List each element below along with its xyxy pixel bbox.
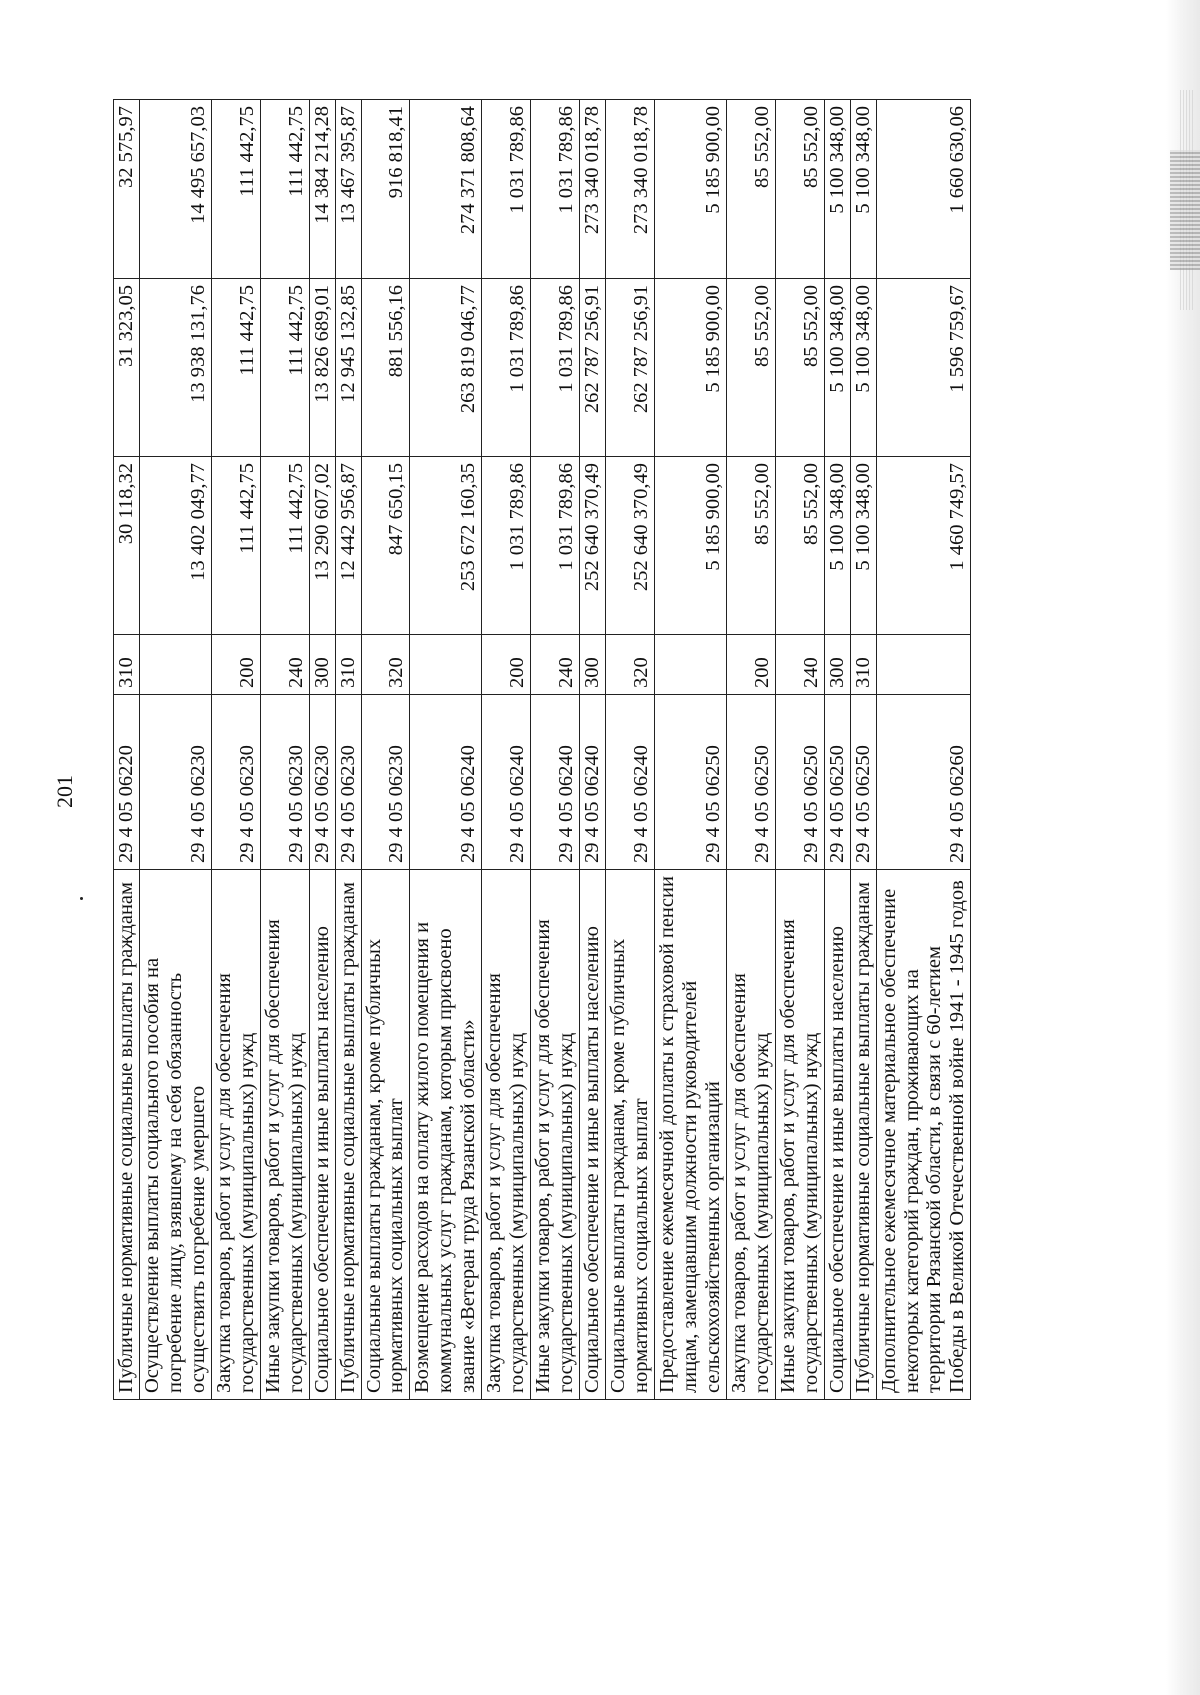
amount-year2-cell: 262 787 256,91 [606, 279, 655, 457]
target-code-cell: 29 4 05 06240 [606, 695, 655, 870]
table-row [482, 100, 531, 1400]
amount-year1-cell: 5 100 348,00 [850, 457, 876, 635]
expense-type-cell: 310 [335, 635, 361, 695]
amount-year1-cell: 5 185 900,00 [654, 457, 726, 635]
amount-year3-cell: 5 100 348,00 [850, 100, 876, 279]
amount-year3-cell: 5 185 900,00 [654, 100, 726, 279]
amount-year3-cell: 32 575,97 [114, 100, 140, 279]
budget-table [113, 99, 971, 1400]
amount-year3-cell: 916 818,41 [361, 100, 410, 279]
target-code-cell: 29 4 05 06240 [482, 695, 531, 870]
target-code-cell: 29 4 05 06250 [775, 695, 824, 870]
expense-type-cell: 200 [211, 635, 260, 695]
amount-year1-cell: 85 552,00 [775, 457, 824, 635]
target-code-cell: 29 4 05 06240 [580, 695, 606, 870]
target-code-cell: 29 4 05 06230 [309, 695, 335, 870]
amount-year1-cell: 13 402 049,77 [139, 457, 211, 635]
amount-year3-cell: 85 552,00 [775, 100, 824, 279]
row-name-cell: Социальное обеспечение и иные выплаты населению [580, 870, 606, 1400]
amount-year2-cell: 111 442,75 [260, 279, 309, 457]
amount-year2-cell: 1 596 759,67 [876, 279, 971, 457]
expense-type-cell: 310 [114, 635, 140, 695]
amount-year2-cell: 1 031 789,86 [482, 279, 531, 457]
table-row [335, 100, 361, 1400]
amount-year1-cell: 252 640 370,49 [606, 457, 655, 635]
table-row [580, 100, 606, 1400]
amount-year2-cell: 13 938 131,76 [139, 279, 211, 457]
table-row [824, 100, 850, 1400]
expense-type-cell [876, 635, 971, 695]
amount-year1-cell: 13 290 607,02 [309, 457, 335, 635]
target-code-cell: 29 4 05 06250 [654, 695, 726, 870]
table-row [410, 100, 482, 1400]
target-code-cell: 29 4 05 06230 [139, 695, 211, 870]
table-row [850, 100, 876, 1400]
table-row [726, 100, 775, 1400]
target-code-cell: 29 4 05 06240 [410, 695, 482, 870]
table-row [139, 100, 211, 1400]
amount-year2-cell: 1 031 789,86 [531, 279, 580, 457]
row-name-cell: Иные закупки товаров, работ и услуг для обеспечения государственных (муниципальных) нужд [531, 870, 580, 1400]
amount-year3-cell: 85 552,00 [726, 100, 775, 279]
amount-year3-cell: 1 031 789,86 [482, 100, 531, 279]
amount-year1-cell: 252 640 370,49 [580, 457, 606, 635]
amount-year2-cell: 31 323,05 [114, 279, 140, 457]
amount-year3-cell: 273 340 018,78 [606, 100, 655, 279]
row-name-cell: Закупка товаров, работ и услуг для обеспечения государственных (муниципальных) нужд [726, 870, 775, 1400]
amount-year1-cell: 1 460 749,57 [876, 457, 971, 635]
rotated-page-content [113, 100, 1113, 1400]
table-row [531, 100, 580, 1400]
row-name-cell: Публичные нормативные социальные выплаты гражданам [335, 870, 361, 1400]
amount-year1-cell: 85 552,00 [726, 457, 775, 635]
target-code-cell: 29 4 05 06220 [114, 695, 140, 870]
expense-type-cell: 300 [309, 635, 335, 695]
row-name-cell: Предоставление ежемесячной доплаты к страховой пенсии лицам, замещавшим должности руководителей сельскохозяйственных организаций [654, 870, 726, 1400]
table-row [654, 100, 726, 1400]
table-row [361, 100, 410, 1400]
amount-year2-cell: 263 819 046,77 [410, 279, 482, 457]
amount-year3-cell: 111 442,75 [260, 100, 309, 279]
amount-year3-cell: 274 371 808,64 [410, 100, 482, 279]
target-code-cell: 29 4 05 06250 [824, 695, 850, 870]
amount-year1-cell: 1 031 789,86 [531, 457, 580, 635]
row-name-cell: Закупка товаров, работ и услуг для обеспечения государственных (муниципальных) нужд [211, 870, 260, 1400]
amount-year1-cell: 111 442,75 [260, 457, 309, 635]
amount-year2-cell: 5 100 348,00 [850, 279, 876, 457]
amount-year2-cell: 85 552,00 [775, 279, 824, 457]
amount-year2-cell: 5 185 900,00 [654, 279, 726, 457]
target-code-cell: 29 4 05 06250 [850, 695, 876, 870]
page-number: 201 [52, 775, 77, 808]
expense-type-cell [654, 635, 726, 695]
amount-year2-cell: 881 556,16 [361, 279, 410, 457]
amount-year1-cell: 5 100 348,00 [824, 457, 850, 635]
expense-type-cell: 200 [726, 635, 775, 695]
row-name-cell: Возмещение расходов на оплату жилого помещения и коммунальных услуг гражданам, которым присвоено звание «Ветеран труда Рязанской области» [410, 870, 482, 1400]
target-code-cell: 29 4 05 06250 [726, 695, 775, 870]
table-row [211, 100, 260, 1400]
amount-year3-cell: 5 100 348,00 [824, 100, 850, 279]
scan-dot [80, 897, 83, 900]
target-code-cell: 29 4 05 06230 [335, 695, 361, 870]
row-name-cell: Социальное обеспечение и иные выплаты населению [309, 870, 335, 1400]
row-name-cell: Иные закупки товаров, работ и услуг для обеспечения государственных (муниципальных) нужд [775, 870, 824, 1400]
row-name-cell: Осуществление выплаты социального пособия на погребение лицу, взявшему на себя обязанность осуществить погребение умершего [139, 870, 211, 1400]
amount-year3-cell: 273 340 018,78 [580, 100, 606, 279]
table-row [114, 100, 140, 1400]
table-row [260, 100, 309, 1400]
amount-year3-cell: 1 660 630,06 [876, 100, 971, 279]
amount-year1-cell: 847 650,15 [361, 457, 410, 635]
table-row [606, 100, 655, 1400]
expense-type-cell: 300 [824, 635, 850, 695]
row-name-cell: Публичные нормативные социальные выплаты гражданам [114, 870, 140, 1400]
amount-year3-cell: 1 031 789,86 [531, 100, 580, 279]
amount-year1-cell: 1 031 789,86 [482, 457, 531, 635]
table-row [876, 100, 971, 1400]
expense-type-cell: 240 [775, 635, 824, 695]
scan-edge [1166, 0, 1200, 1695]
expense-type-cell: 300 [580, 635, 606, 695]
row-name-cell: Социальные выплаты гражданам, кроме публичных нормативных социальных выплат [361, 870, 410, 1400]
amount-year2-cell: 85 552,00 [726, 279, 775, 457]
amount-year2-cell: 5 100 348,00 [824, 279, 850, 457]
amount-year2-cell: 12 945 132,85 [335, 279, 361, 457]
table-row [775, 100, 824, 1400]
row-name-cell: Социальные выплаты гражданам, кроме публичных нормативных социальных выплат [606, 870, 655, 1400]
amount-year3-cell: 14 384 214,28 [309, 100, 335, 279]
amount-year2-cell: 111 442,75 [211, 279, 260, 457]
expense-type-cell [139, 635, 211, 695]
amount-year3-cell: 13 467 395,87 [335, 100, 361, 279]
expense-type-cell: 240 [260, 635, 309, 695]
expense-type-cell [410, 635, 482, 695]
amount-year3-cell: 111 442,75 [211, 100, 260, 279]
row-name-cell: Социальное обеспечение и иные выплаты населению [824, 870, 850, 1400]
row-name-cell: Иные закупки товаров, работ и услуг для обеспечения государственных (муниципальных) нужд [260, 870, 309, 1400]
amount-year1-cell: 253 672 160,35 [410, 457, 482, 635]
amount-year2-cell: 262 787 256,91 [580, 279, 606, 457]
expense-type-cell: 310 [850, 635, 876, 695]
amount-year1-cell: 111 442,75 [211, 457, 260, 635]
expense-type-cell: 200 [482, 635, 531, 695]
target-code-cell: 29 4 05 06230 [211, 695, 260, 870]
amount-year3-cell: 14 495 657,03 [139, 100, 211, 279]
target-code-cell: 29 4 05 06230 [260, 695, 309, 870]
row-name-cell: Закупка товаров, работ и услуг для обеспечения государственных (муниципальных) нужд [482, 870, 531, 1400]
amount-year2-cell: 13 826 689,01 [309, 279, 335, 457]
table-row [309, 100, 335, 1400]
expense-type-cell: 240 [531, 635, 580, 695]
amount-year1-cell: 30 118,32 [114, 457, 140, 635]
target-code-cell: 29 4 05 06260 [876, 695, 971, 870]
target-code-cell: 29 4 05 06230 [361, 695, 410, 870]
amount-year1-cell: 12 442 956,87 [335, 457, 361, 635]
scan-bar [1170, 150, 1200, 270]
row-name-cell: Дополнительное ежемесячное материальное обеспечение некоторых категорий граждан, проживающих на территории Рязанской области, в связи с 60-летием Победы в Великой Отечественной войне 1941 - 1945 годов [876, 870, 971, 1400]
row-name-cell: Публичные нормативные социальные выплаты гражданам [850, 870, 876, 1400]
target-code-cell: 29 4 05 06240 [531, 695, 580, 870]
expense-type-cell: 320 [361, 635, 410, 695]
expense-type-cell: 320 [606, 635, 655, 695]
